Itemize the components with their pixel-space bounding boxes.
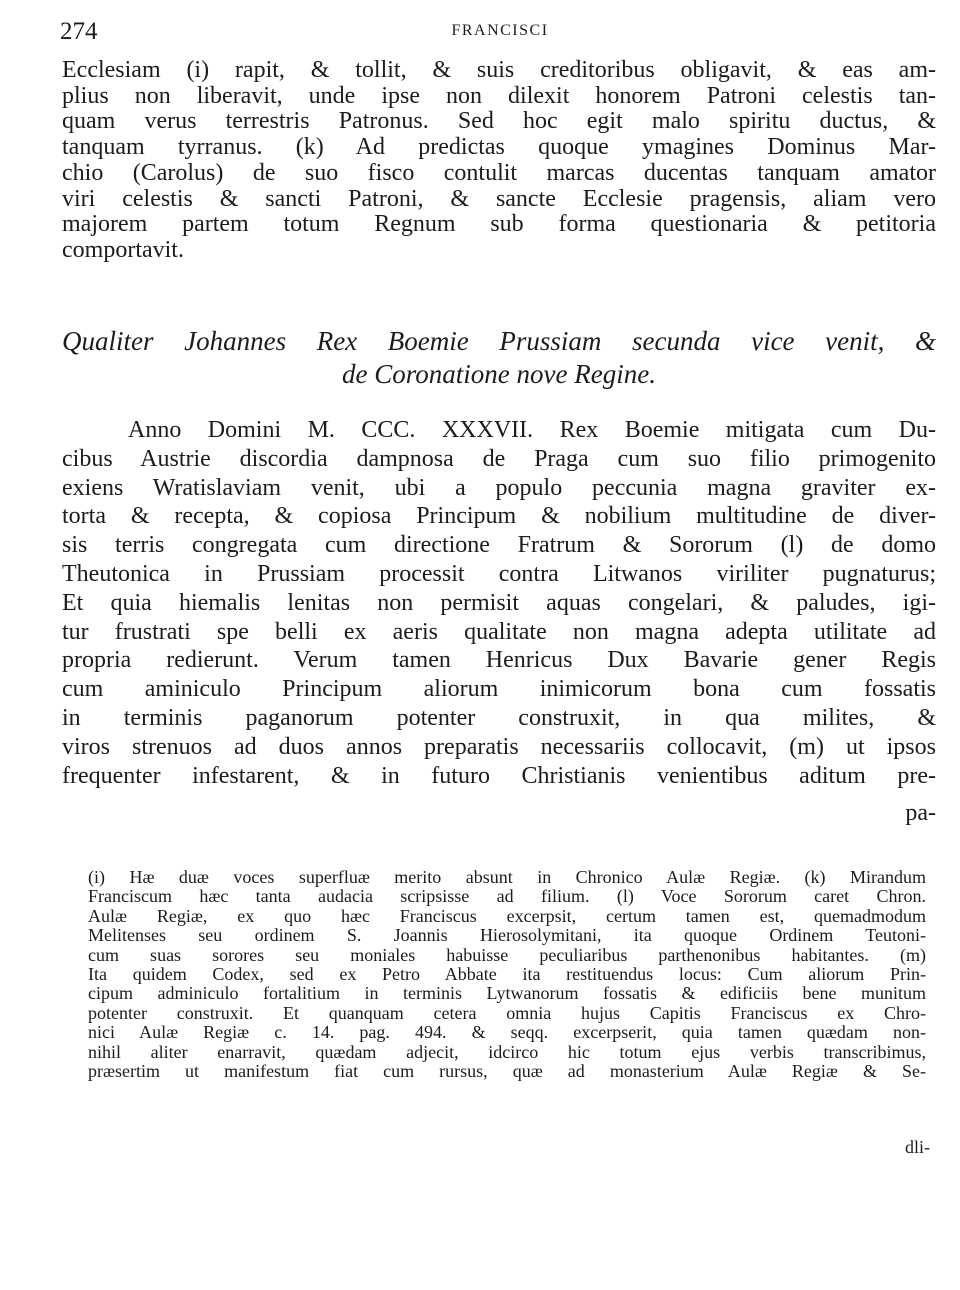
footnotes [88, 868, 926, 1081]
footnote-line: (i) Hæ duæ voces superfluæ merito absunt in Chronico Aulæ Regiæ. (k) Mirandum [88, 867, 926, 887]
footnote-line: Franciscum hæc tanta audacia scripsisse ad filium. (l) Voce Sororum caret Chron. [88, 886, 926, 907]
footnote-line: Ita quidem Codex, sed ex Petro Abbate ita restituendus locus: Cum aliorum Prin- [88, 964, 926, 985]
footnote-catchword: dli- [905, 1137, 930, 1157]
text-line: Ecclesiam (i) rapit, & tollit, & suis creditoribus obligavit, & eas am- [62, 57, 936, 83]
text-line: cum aminiculo Principum aliorum inimicorum bona cum fossatis [62, 676, 936, 703]
footnote-line: potenter construxit. Et quanquam cetera omnia hujus Capitis Franciscus ex Chro- [88, 1002, 926, 1023]
footnote-line: Melitenses seu ordinem S. Joannis Hierosolymitani, ita quoque Ordinem Teutoni- [88, 925, 926, 946]
text-line: in terminis paganorum potenter construxit, in qua milites, & [62, 704, 936, 731]
catchword: pa- [905, 800, 936, 826]
text-line: exiens Wratislaviam venit, ubi a populo peccunia magna graviter ex- [62, 474, 936, 501]
text-line: cibus Austrie discordia dampnosa de Praga cum suo filio primogenito [62, 445, 936, 472]
text-line: viros strenuos ad duos annos preparatis necessariis collocavit, (m) ut ipsos [62, 733, 936, 760]
running-head: FRANCISCI [451, 22, 549, 39]
footnote-line: nici Aulæ Regiæ c. 14. pag. 494. & seqq. excerpserit, quia tamen quædam non- [88, 1022, 926, 1043]
text-line: frequenter infestarent, & in futuro Christianis venientibus aditum pre- [62, 762, 936, 789]
paragraph-main [62, 416, 936, 790]
text-line: tur frustrati spe belli ex aeris qualitate non magna adepta utilitate ad [62, 618, 936, 645]
text-line: torta & recepta, & copiosa Principum & nobilium multitudine de diver- [62, 503, 936, 530]
paragraph-continued [62, 58, 936, 264]
text-line: Et quia hiemalis lenitas non permisit aquas congelari, & paludes, igi- [62, 589, 936, 616]
text-line: sis terris congregata cum directione Fratrum & Sororum (l) de domo [62, 532, 936, 559]
text-line: Anno Domini M. CCC. XXXVII. Rex Boemie mitigata cum Du- [128, 417, 936, 443]
page-header [60, 18, 940, 48]
text-line: propria redierunt. Verum tamen Henricus Dux Bavarie gener Regis [62, 647, 936, 674]
text-line: comportavit. [62, 236, 184, 263]
page-number: 274 [60, 18, 98, 45]
footnote-line: Aulæ Regiæ, ex quo hæc Franciscus excerpsit, certum tamen est, quemadmodum [88, 905, 926, 926]
text-line: viri celestis & sancti Patroni, & sancte Ecclesie pragensis, aliam vero [62, 185, 936, 212]
text-line: plius non liberavit, unde ipse non dilexit honorem Patroni celestis tan- [62, 82, 936, 109]
text-line: majorem partem totum Regnum sub forma questionaria & petitoria [62, 211, 936, 238]
footnote-line: cipum adminiculo fortalitium in terminis Lytwanorum fossatis & edificiis bene munitum [88, 983, 926, 1004]
text-line: quam verus terrestris Patronus. Sed hoc egit malo spiritu ductus, & [62, 108, 936, 135]
section-heading [62, 325, 936, 391]
heading-line: Qualiter Johannes Rex Boemie Prussiam secunda vice venit, & [62, 326, 936, 356]
text-line: Theutonica in Prussiam processit contra Litwanos viriliter pugnaturus; [62, 560, 936, 587]
text-line: tanquam tyrranus. (k) Ad predictas quoque ymagines Dominus Mar- [62, 134, 936, 161]
footnote-line: cum suas sorores seu moniales habuisse peculiaribus parthenonibus habitantes. (m) [88, 944, 926, 965]
heading-line: de Coronatione nove Regine. [342, 359, 656, 389]
text-line: chio (Carolus) de suo fisco contulit marcas ducentas tanquam amator [62, 159, 936, 186]
footnote-line: nihil aliter enarravit, quædam adjecit, idcirco hic totum ejus verbis transcribimus, [88, 1041, 926, 1062]
footnote-line: præsertim ut manifestum fiat cum rursus, quæ ad monasterium Aulæ Regiæ & Se- [88, 1061, 926, 1082]
